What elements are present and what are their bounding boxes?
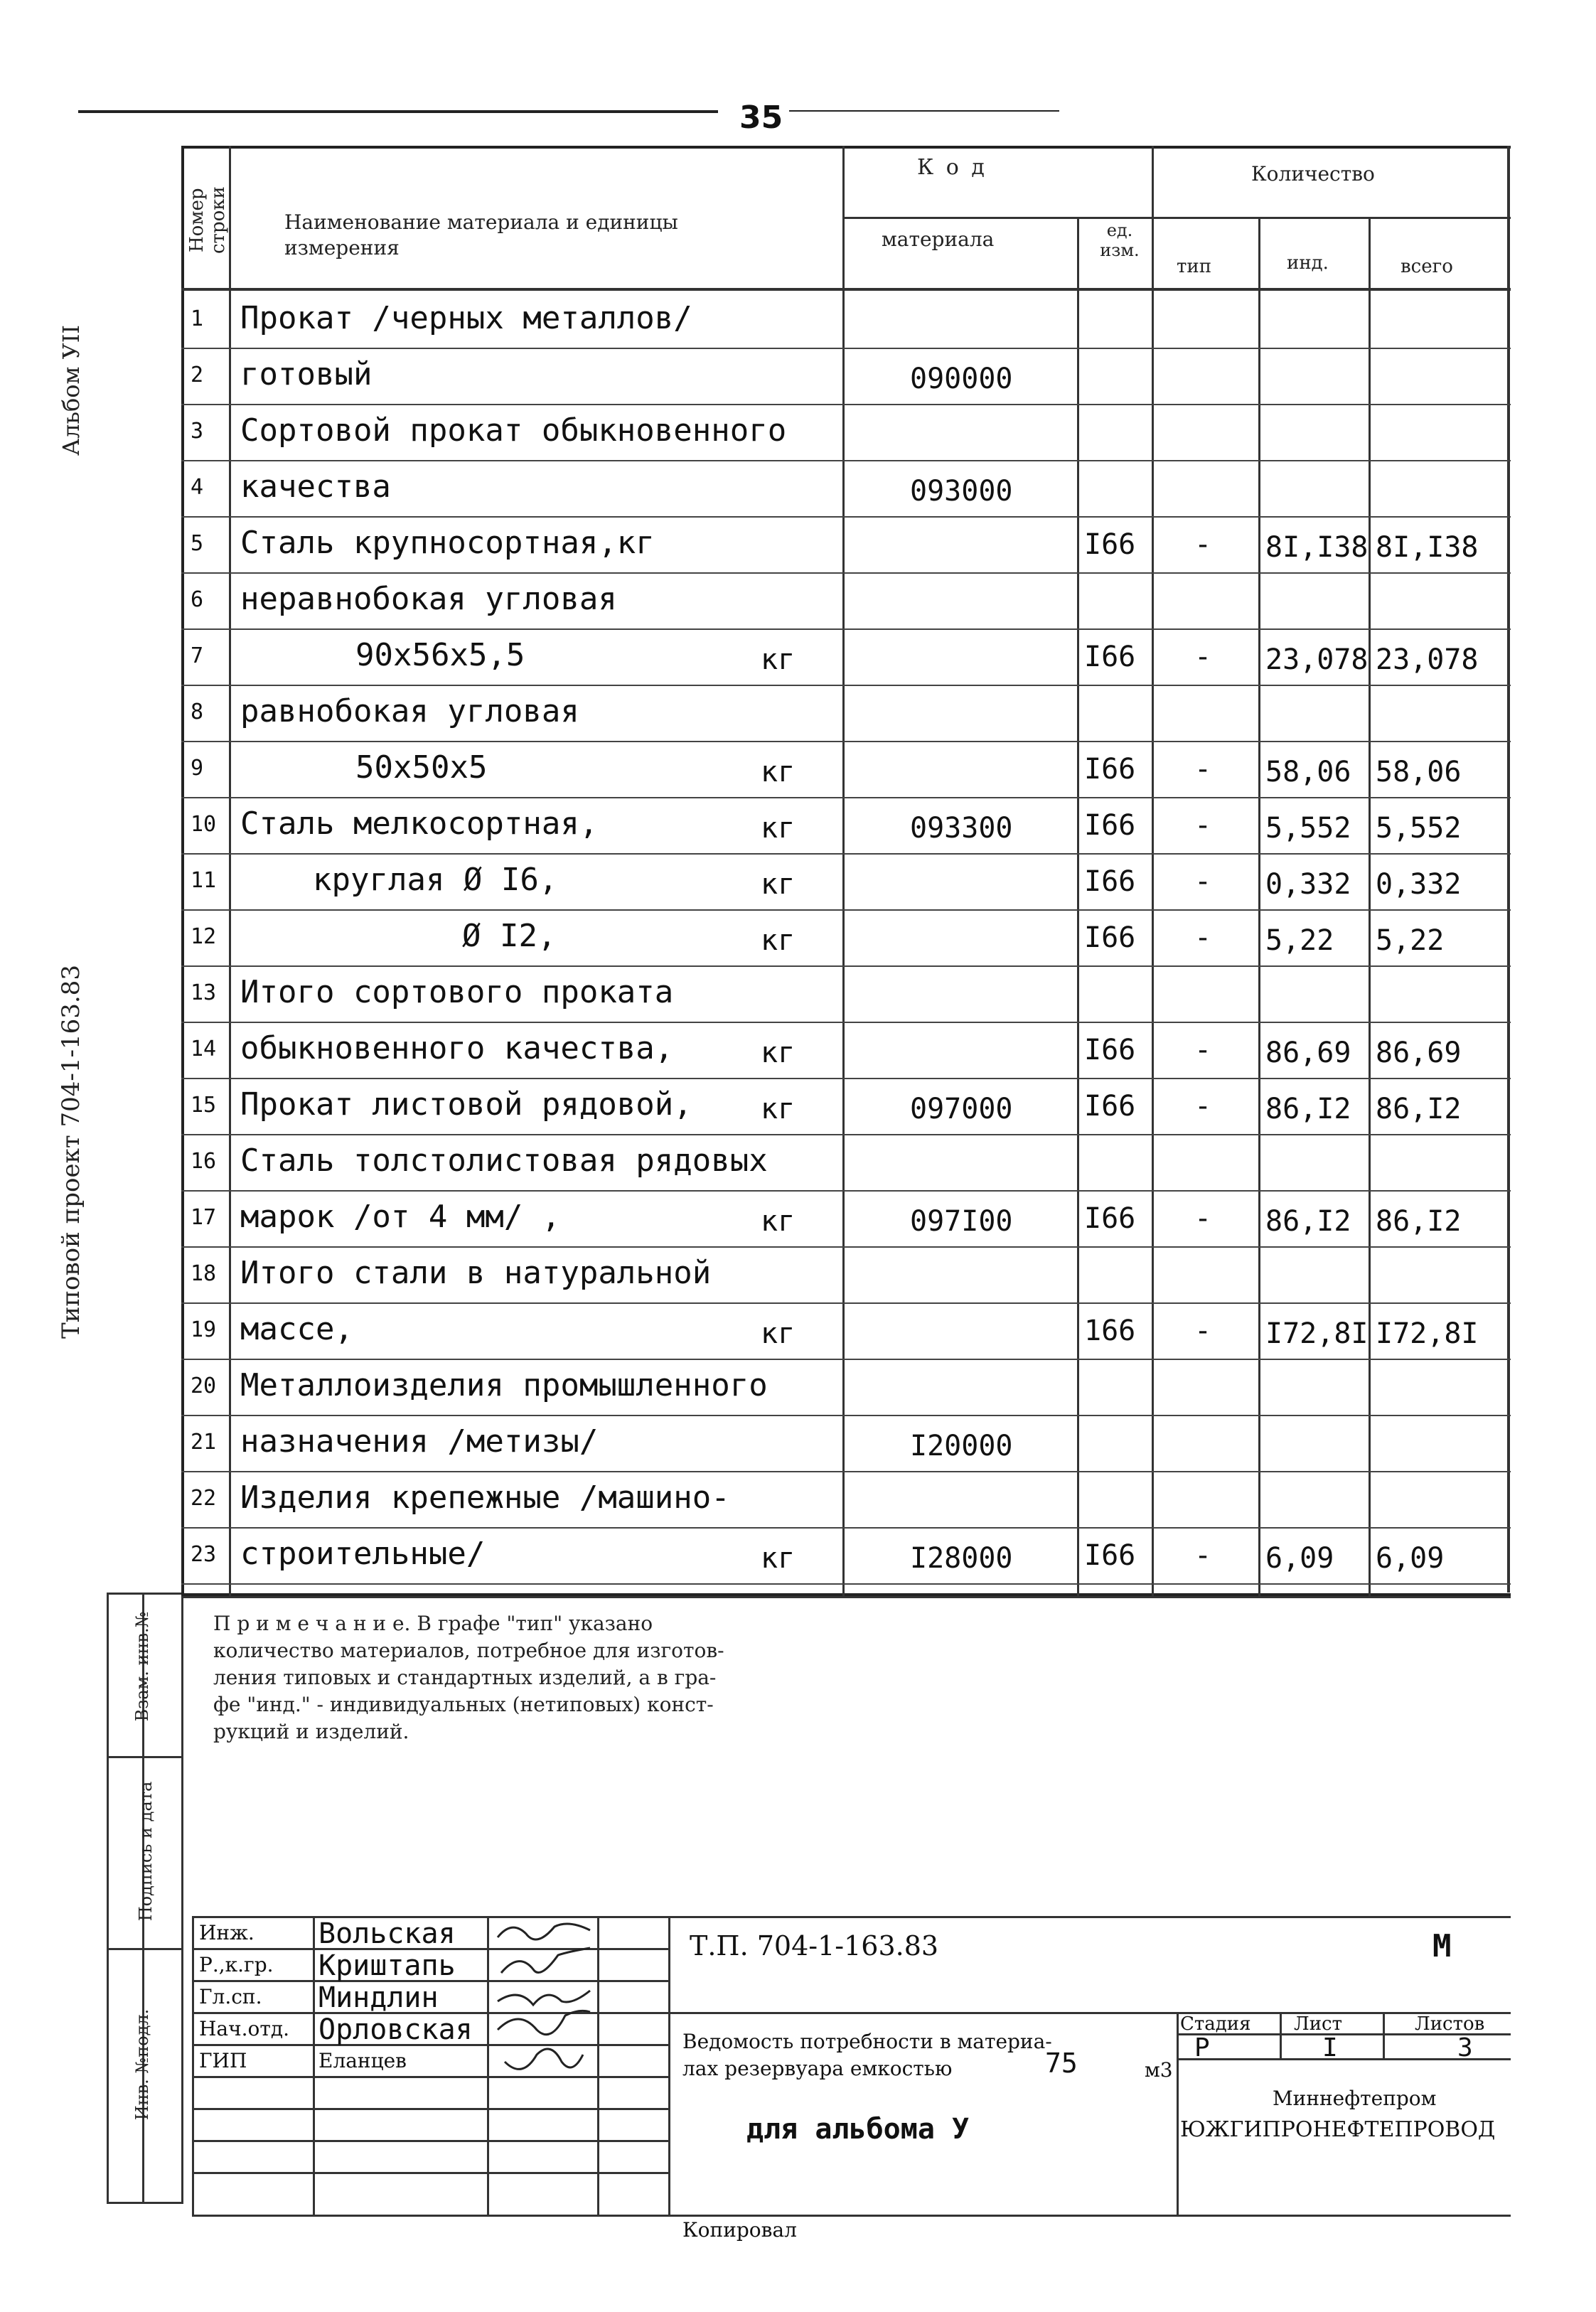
name: Орловская [318,2013,473,2046]
row-divider [181,1359,1511,1360]
qty-ind: 5,552 [1265,812,1351,845]
title-line1: Ведомость потребности в материа- [682,2030,1052,2053]
qty-ind: 0,332 [1265,868,1351,901]
qty-total: 86,I2 [1376,1205,1462,1238]
row-divider [181,628,1511,630]
qty-total: 0,332 [1376,868,1462,901]
row-divider [181,853,1511,855]
stamp-label: Инв. №подл. [132,2008,152,2121]
row-number: 6 [191,587,204,612]
name: Вольская [318,1917,456,1950]
title-line2: лах резервуара емкостью [682,2057,953,2080]
row-divider [181,1302,1511,1304]
tb-line [1177,2012,1179,2215]
col-line [1077,217,1079,1596]
qty-ind: I72,8I [1265,1317,1369,1350]
material-name: марок /от 4 мм/ , [240,1199,561,1235]
album-label: Альбом УІІ [58,325,85,456]
row-divider [181,1527,1511,1529]
row-divider [181,1134,1511,1135]
unit-code: I66 [1084,528,1136,561]
header-row-no: Номер строки [186,186,229,255]
tb-line [192,2108,668,2110]
qty-total: 5,22 [1376,924,1445,957]
row-divider [181,348,1511,349]
sheets-label: Листов [1415,2013,1485,2035]
row-number: 9 [191,756,204,781]
row-number: 17 [191,1205,217,1230]
qty-total: 6,09 [1376,1542,1445,1575]
qty-total: 23,078 [1376,643,1479,676]
unit-of-measure: кг [761,756,796,788]
material-name: Итого сортового проката [240,974,674,1010]
unit-of-measure: кг [761,1317,796,1350]
name: Еланцев [318,2049,407,2072]
material-name: массе, [240,1311,353,1347]
material-code: I28000 [910,1542,1013,1575]
header-qty-typ: тип [1177,256,1212,277]
unit-of-measure: кг [761,868,796,901]
material-name: 50x50x5 [355,749,488,786]
material-name: качества [240,469,391,505]
material-name: Итого стали в натуральной [240,1255,712,1291]
sheets-value: 3 [1457,2033,1473,2062]
material-name: круглая Ø I6, [313,862,558,898]
row-number: 21 [191,1430,217,1455]
doc-mark: М [1432,1928,1452,1964]
note-line: П р и м е ч а н и е. В графе "тип" указано [213,1612,653,1635]
material-name: Сталь толстолистовая рядовых [240,1142,768,1179]
row-divider [181,909,1511,911]
org: ЮЖГИПРОНЕФТЕПРОВОД [1180,2117,1496,2142]
qty-total: 5,552 [1376,812,1462,845]
row-number: 11 [191,868,217,893]
top-rule-right [789,110,1059,112]
album-line: для альбома У [746,2113,970,2146]
qty-typ: - [1194,641,1212,673]
header-code-unit: ед. изм. [1100,220,1140,260]
note-top [181,1596,1511,1598]
role: Р.,к.гр. [199,1953,274,1976]
note-line: фе "инд." - индивидуальных (нетиповых) конст- [213,1693,714,1716]
name: Миндлин [318,1981,439,2014]
note-line: количество материалов, потребное для изготов- [213,1639,724,1662]
header-qty: Количество [1251,162,1375,186]
qty-total: 86,69 [1376,1037,1462,1069]
unit-code: I66 [1084,865,1136,898]
col-line [1369,217,1371,1596]
material-name: Сортовой прокат обыкновенного [240,412,787,449]
tb-line [192,2140,668,2142]
top-rule [78,110,718,113]
row-divider [181,1022,1511,1023]
volume: 75 [1045,2048,1078,2079]
header-code-material: материала [882,228,995,251]
note-line: рукций и изделий. [213,1720,409,1743]
unit-code: I66 [1084,1090,1136,1123]
row-number: 4 [191,475,204,500]
material-name: Прокат листовой рядовой, [240,1086,692,1123]
unit-code: I66 [1084,921,1136,954]
col-line [842,146,845,1596]
row-divider [181,516,1511,518]
header-bottom [181,288,1511,291]
row-divider [181,1078,1511,1079]
unit-code: I66 [1084,1202,1136,1235]
tb-line [597,1916,599,2215]
row-divider [181,1246,1511,1248]
header-line [842,217,1511,219]
stamp-label: Подпись и дата [136,1781,156,1922]
name: Криштапь [318,1949,456,1982]
material-code: 090000 [910,363,1013,395]
row-number: 5 [191,531,204,556]
material-name: Сталь крупносортная,кг [240,525,655,561]
material-name: неравнобокая угловая [240,581,617,617]
qty-typ: - [1194,1315,1212,1347]
row-number: 20 [191,1374,217,1398]
material-name: Прокат /черных металлов/ [240,300,692,336]
qty-typ: - [1194,865,1212,898]
qty-ind: 86,I2 [1265,1205,1351,1238]
row-divider [181,1190,1511,1192]
row-divider [181,460,1511,461]
qty-ind: 5,22 [1265,924,1334,957]
unit-of-measure: кг [761,1542,796,1575]
qty-typ: - [1194,809,1212,842]
row-number: 8 [191,700,204,724]
unit-of-measure: кг [761,924,796,957]
signatures [491,1916,597,2108]
row-number: 15 [191,1093,217,1118]
qty-ind: 8I,I38 [1265,531,1369,564]
qty-typ: - [1194,753,1212,786]
role: Гл.сп. [199,1985,262,2008]
row-number: 1 [191,306,204,331]
qty-total: 58,06 [1376,756,1462,788]
stage-value: Р [1194,2033,1210,2062]
col-line [1258,217,1260,1596]
material-name: обыкновенного качества, [240,1030,674,1066]
unit-of-measure: кг [761,812,796,845]
note-line: ления типовых и стандартных изделий, а в гра- [213,1666,717,1689]
qty-ind: 86,69 [1265,1037,1351,1069]
qty-total: 86,I2 [1376,1093,1462,1125]
unit-code: I66 [1084,641,1136,673]
tb-line [668,1916,670,2215]
row-number: 22 [191,1486,217,1511]
material-name: Ø I2, [462,918,557,954]
qty-total: 8I,I38 [1376,531,1479,564]
row-divider [181,685,1511,686]
tb-line [487,1916,489,2215]
material-name: назначения /метизы/ [240,1423,599,1460]
tb-line [192,2172,668,2174]
header-qty-total: всего [1400,256,1453,277]
row-divider [181,741,1511,742]
tb-line [192,1916,194,2215]
unit-code: 166 [1084,1315,1136,1347]
unit-code: I66 [1084,1539,1136,1572]
row-number: 3 [191,419,204,444]
role: Нач.отд. [199,2017,290,2040]
qty-typ: - [1194,1539,1212,1572]
material-code: 093000 [910,475,1013,508]
qty-ind: 6,09 [1265,1542,1334,1575]
role: Инж. [199,1921,255,1944]
qty-ind: 86,I2 [1265,1093,1351,1125]
sheet-label: Лист [1294,2013,1342,2035]
row-number: 10 [191,812,217,837]
qty-ind: 58,06 [1265,756,1351,788]
project-label: Типовой проект 704-1-163.83 [57,965,85,1339]
row-number: 7 [191,643,204,668]
page-number: 35 [739,100,783,136]
qty-typ: - [1194,1034,1212,1066]
row-number: 18 [191,1261,217,1286]
unit-code: I66 [1084,809,1136,842]
row-divider [181,797,1511,798]
row-number: 14 [191,1037,217,1061]
row-divider [181,404,1511,405]
header-code: К о д [917,155,987,180]
qty-total: I72,8I [1376,1317,1479,1350]
ministry: Миннефтепром [1273,2087,1437,2110]
row-divider [181,1415,1511,1416]
role: ГИП [199,2049,247,2072]
unit-code: I66 [1084,753,1136,786]
material-name: Сталь мелкосортная, [240,806,599,842]
header-qty-ind: инд. [1287,252,1329,274]
stamp-line [107,1756,183,1758]
stamp-label: Взам. инв.№ [132,1611,152,1722]
row-divider [181,1471,1511,1472]
sheet-value: I [1322,2033,1338,2062]
qty-typ: - [1194,1202,1212,1235]
row-divider [181,1583,1511,1585]
unit-of-measure: кг [761,1093,796,1125]
qty-typ: - [1194,1090,1212,1123]
row-number: 16 [191,1149,217,1174]
material-code: 093300 [910,812,1013,845]
col-line [229,146,231,1596]
material-code: 097I00 [910,1205,1013,1238]
tb-bottom [192,2215,1511,2217]
qty-ind: 23,078 [1265,643,1369,676]
unit-of-measure: кг [761,1037,796,1069]
material-name: строительные/ [240,1536,486,1572]
header-name: Наименование материала и единицы измерения [284,210,678,259]
row-divider [181,572,1511,574]
material-name: Металлоизделия промышленного [240,1367,768,1403]
row-number: 12 [191,924,217,949]
material-code: I20000 [910,1430,1013,1462]
sheet-right-border [1507,146,1510,1593]
row-number: 13 [191,980,217,1005]
stamp-line [107,1948,183,1950]
qty-typ: - [1194,921,1212,954]
material-name: равнобокая угловая [240,693,579,729]
unit-of-measure: кг [761,1205,796,1238]
stage-label: Стадия [1180,2013,1251,2035]
row-divider [181,965,1511,967]
doc-code: Т.П. 704-1-163.83 [690,1930,939,1962]
unit-of-measure: кг [761,643,796,676]
col-line [1152,146,1154,1596]
row-number: 23 [191,1542,217,1567]
qty-typ: - [1194,528,1212,561]
tb-line [313,1916,315,2215]
footer-copied: Копировал [682,2218,797,2242]
row-number: 2 [191,363,204,387]
material-name: 90x56x5,5 [355,637,525,673]
material-name: готовый [240,356,373,392]
material-code: 097000 [910,1093,1013,1125]
row-number: 19 [191,1317,217,1342]
unit-code: I66 [1084,1034,1136,1066]
material-name: Изделия крепежные /машино- [240,1479,730,1516]
volume-unit: м3 [1145,2058,1173,2082]
